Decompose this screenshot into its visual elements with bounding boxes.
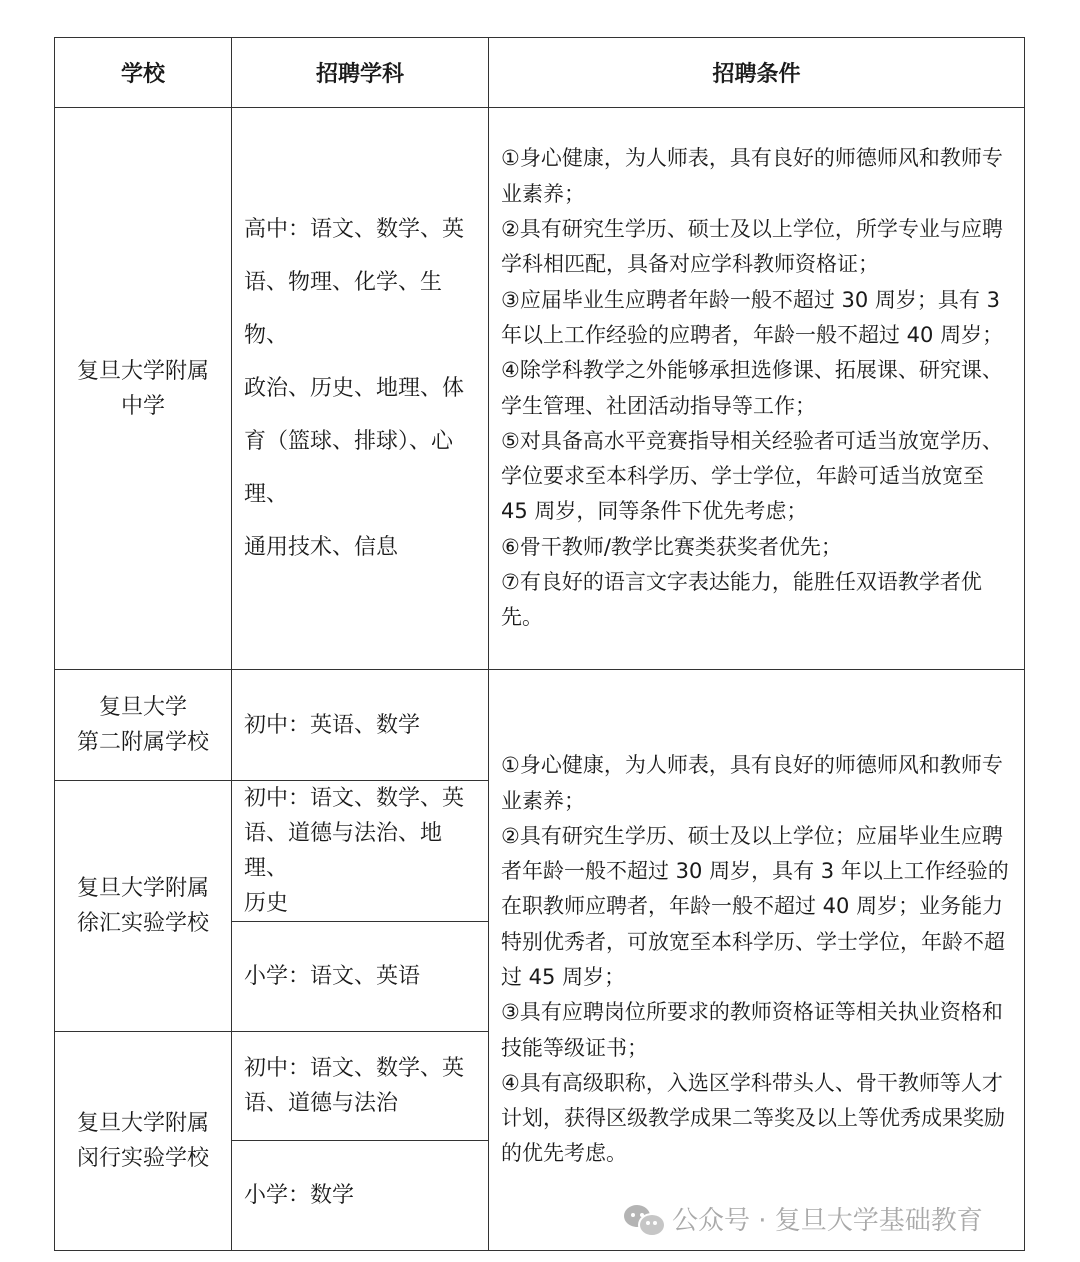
- shared-conditions-cell: ①身心健康，为人师表，具有良好的师德师风和教师专业素养； ②具有研究生学历、硕士及以上学位；应届毕业生应聘者年龄一般不超过 30 周岁，具有 3 年以上工作经验的在职教师应聘者，年龄一般不超过 40 周岁；业务能力特别优秀者，可放宽至本科学历、学士学位，年龄不超过 45 周岁； ③具有应聘岗位所要求的教师资格证等相关执业资格和技能等级证书； ④具有高级职称，入选区学科带头人、骨干教师等人才计划，获得区级教学成果二等奖及以上等优秀成果奖励的优先考虑。: [489, 670, 1025, 1251]
- watermark: [622, 1196, 983, 1240]
- subject-cell: 高中：语文、数学、英 语、物理、化学、生物、 政治、历史、地理、体 育（篮球、排球）、心理、 通用技术、信息: [232, 108, 489, 670]
- wechat-icon: [622, 1199, 664, 1237]
- subject-cell: 小学：数学: [232, 1141, 489, 1251]
- recruitment-table: [54, 37, 1025, 1251]
- school-cell: 复旦大学附属 中学: [55, 108, 232, 670]
- school-cell: 复旦大学附属 闵行实验学校: [55, 1032, 232, 1251]
- school-cell: 复旦大学 第二附属学校: [55, 670, 232, 781]
- subject-cell: 初中：语文、数学、英 语、道德与法治、地理、 历史: [232, 781, 489, 922]
- conditions-cell: ①身心健康，为人师表，具有良好的师德师风和教师专业素养； ②具有研究生学历、硕士及以上学位，所学专业与应聘学科相匹配，具备对应学科教师资格证； ③应届毕业生应聘者年龄一般不超过 30 周岁；具有 3 年以上工作经验的应聘者，年龄一般不超过 40 周岁； ④除学科教学之外能够承担选修课、拓展课、研究课、学生管理、社团活动指导等工作； ⑤对具备高水平竞赛指导相关经验者可适当放宽学历、学位要求至本科学历、学士学位，年龄可适当放宽至 45 周岁，同等条件下优先考虑； ⑥骨干教师/教学比赛类获奖者优先； ⑦有良好的语言文字表达能力，能胜任双语教学者优先。: [489, 108, 1025, 670]
- header-row: [55, 38, 1025, 108]
- subject-cell: 小学：语文、英语: [232, 922, 489, 1032]
- header-school: 学校: [55, 38, 232, 108]
- school-cell: 复旦大学附属 徐汇实验学校: [55, 781, 232, 1032]
- subject-cell: 初中：英语、数学: [232, 670, 489, 781]
- table-row: [55, 108, 1025, 670]
- subject-cell: 初中：语文、数学、英 语、道德与法治: [232, 1032, 489, 1141]
- table-row: [55, 670, 1025, 781]
- watermark-text: 公众号 · 复旦大学基础教育: [672, 1205, 983, 1236]
- header-subject: 招聘学科: [232, 38, 489, 108]
- header-conditions: 招聘条件: [489, 38, 1025, 108]
